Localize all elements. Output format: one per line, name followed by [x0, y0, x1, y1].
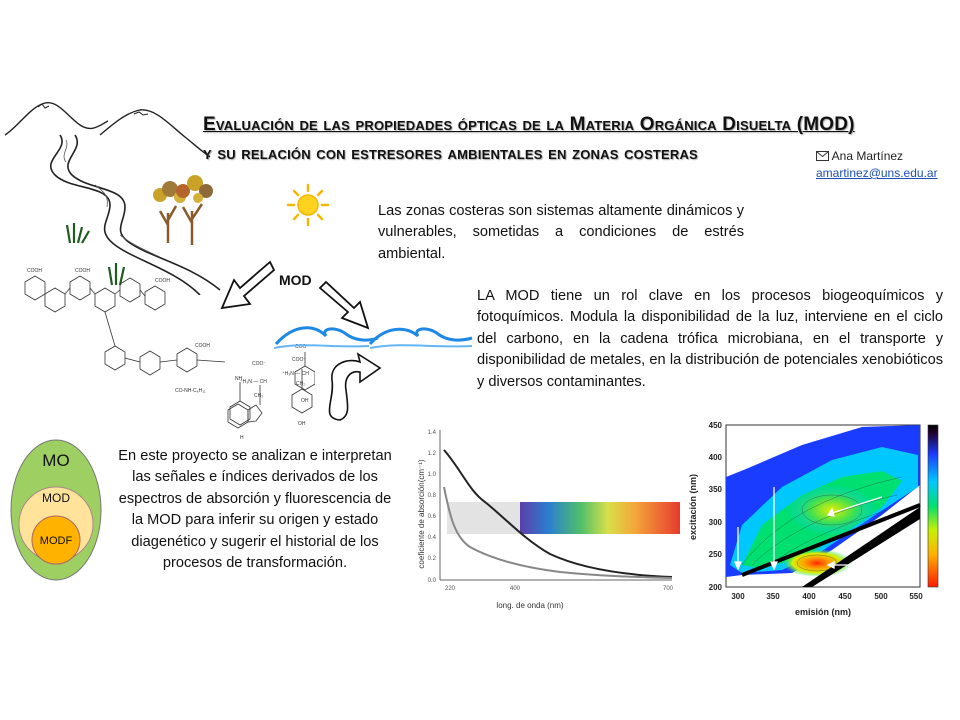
mod-illustration-label: MOD: [279, 272, 312, 288]
svg-text:⁺H₃N — CH: ⁺H₃N — CH: [240, 379, 267, 385]
author-name: Ana Martínez: [831, 149, 904, 163]
eem-xtick: 350: [766, 592, 780, 601]
eem-xtick: 300: [731, 592, 745, 601]
svg-text:OH: OH: [301, 398, 309, 404]
eem-ytick: 450: [708, 421, 722, 430]
sun-icon: [286, 183, 330, 227]
visible-spectrum-band: [520, 502, 680, 534]
eem-colorbar: [928, 425, 938, 587]
eem-fluorescence-chart: [682, 415, 944, 630]
abs-ylabel: coeficiente de absorción(cm⁻¹): [417, 459, 426, 569]
eem-xtick: 450: [838, 592, 852, 601]
title-line-1: Evaluación de las propiedades ópticas de la Materia Orgánica Disuelta (MOD): [203, 114, 855, 135]
svg-text:COOH: COOH: [155, 278, 170, 284]
svg-text:CH₂: CH₂: [296, 381, 306, 387]
venn-label-mo: MO: [42, 451, 70, 470]
venn-label-mod: MOD: [42, 491, 70, 505]
venn-label-modf: MODF: [39, 535, 73, 547]
mo-mod-modf-diagram: [6, 436, 106, 586]
author-email-link[interactable]: amartinez@uns.edu.ar: [816, 166, 938, 180]
abs-ytick: 1.0: [427, 472, 436, 478]
abs-ytick: 0.8: [427, 493, 436, 499]
title-line-2: y su relación con estresores ambientales en zonas costeras: [203, 143, 698, 164]
svg-text:COO⁻: COO⁻: [295, 344, 310, 350]
paragraph-project: En este proyecto se analizan e interpretan las señales e índices derivados de los espectros de absorción y fluorescencia de la MOD para inferir su origen y estado diagenético y sugerir el historial de los procesos de transformación.: [118, 448, 392, 572]
svg-text:COOH: COOH: [27, 268, 42, 274]
svg-text:CH₂: CH₂: [254, 393, 264, 399]
abs-ytick: 0.2: [427, 556, 436, 562]
eem-xlabel: emisión (nm): [794, 607, 852, 617]
svg-text:COOH: COOH: [75, 268, 90, 274]
eem-ytick: 400: [708, 453, 722, 462]
abs-xlabel: long. de onda (nm): [496, 601, 564, 610]
eem-xtick: 500: [874, 592, 888, 601]
svg-text:NH: NH: [235, 376, 243, 382]
eem-ytick: 250: [708, 550, 722, 559]
paragraph-coastal-zones: Las zonas costeras son sistemas altamente dinámicos y vulnerables, sometidas a condiciones de estrés ambiental.: [378, 203, 744, 262]
amino-acid-structures: [220, 355, 330, 445]
abs-ytick: 0.0: [427, 578, 436, 584]
abs-xtick: 700: [662, 586, 674, 592]
svg-text:⁺H₃N — CH: ⁺H₃N — CH: [282, 371, 309, 377]
abs-ytick: 1.2: [427, 451, 436, 457]
eem-ytick: 300: [708, 518, 722, 527]
eem-ylabel: excitación (nm): [688, 473, 698, 541]
eem-xtick: 550: [909, 592, 923, 601]
absorption-spectrum-chart: [410, 422, 680, 617]
eem-ytick: 200: [708, 583, 722, 592]
abs-ytick: 1.4: [427, 430, 436, 436]
eem-xtick: 400: [802, 592, 816, 601]
author-block: [816, 148, 938, 182]
svg-text:COOH: COOH: [195, 343, 210, 349]
svg-text:CO-NH-C₆H₁₁: CO-NH-C₆H₁₁: [175, 388, 206, 394]
paragraph-mod-role: LA MOD tiene un rol clave en los procesos biogeoquímicos y fotoquímicos. Modula la disponibilidad de la luz, interviene en el ciclo del carbono, en la cadena trófica microbiana, en el transporte y disponibilidad de metales, en la distribución de potenciales xenobióticos y diversos contaminantes.: [477, 288, 943, 390]
svg-text:COO⁻: COO⁻: [252, 361, 267, 367]
abs-xtick: 400: [509, 586, 521, 592]
svg-text:H: H: [240, 435, 244, 441]
svg-text:COO⁻: COO⁻: [292, 357, 307, 363]
envelope-icon: [816, 151, 829, 161]
water-waves-illustration: [274, 318, 474, 352]
abs-ytick: 0.6: [427, 514, 436, 520]
eem-ytick: 350: [708, 485, 722, 494]
abs-xtick: 220: [444, 586, 456, 592]
abs-ytick: 0.4: [427, 535, 436, 541]
svg-text:OH: OH: [298, 421, 306, 427]
